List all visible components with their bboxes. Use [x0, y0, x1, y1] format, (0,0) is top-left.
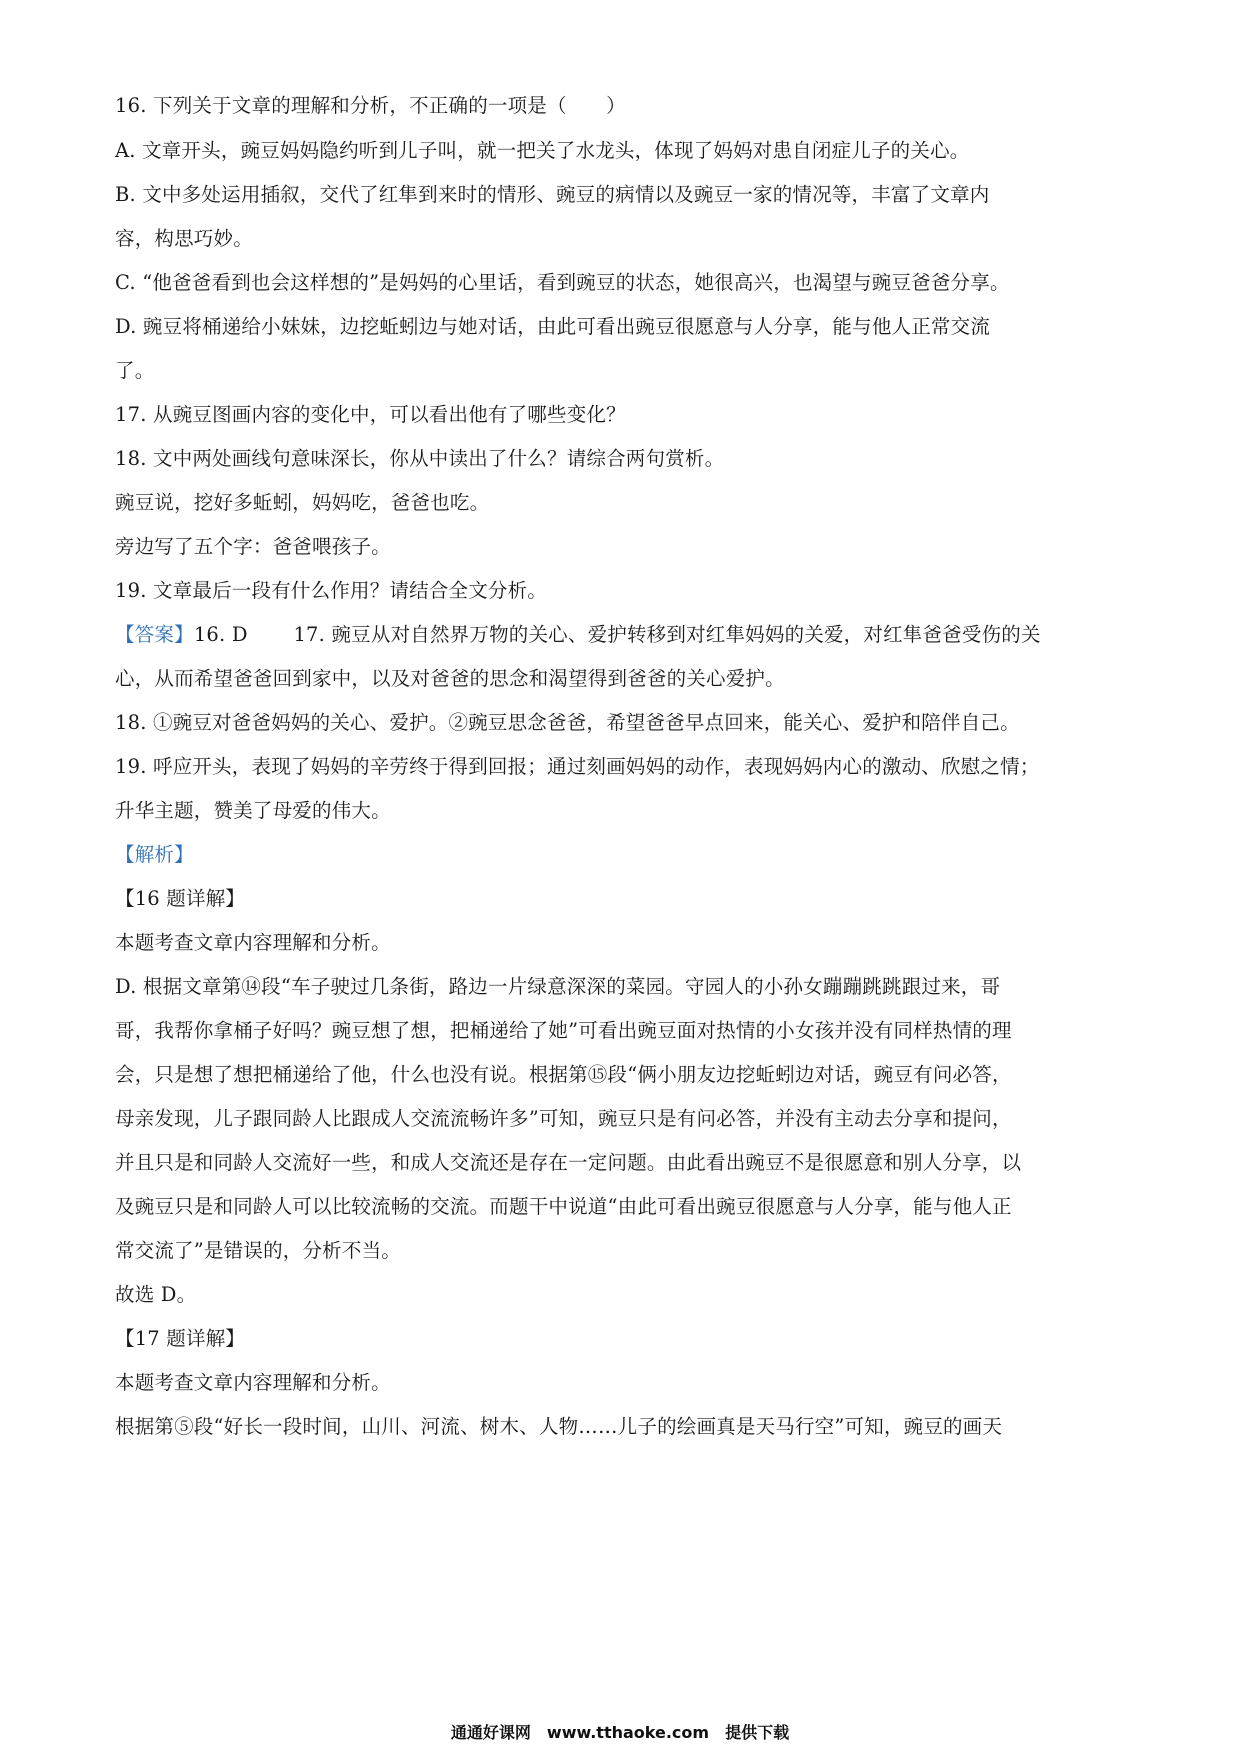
analysis-16-choice: 故选 D。	[115, 1283, 197, 1306]
q18-sentence-1: 豌豆说，挖好多蚯蚓，妈妈吃，爸爸也吃。	[115, 491, 490, 514]
answer-tag: 【答案】	[115, 623, 194, 646]
analysis-17-intro: 本题考查文章内容理解和分析。	[115, 1371, 391, 1394]
analysis-17-heading: 【17 题详解】	[115, 1327, 246, 1350]
q17-stem: 17. 从豌豆图画内容的变化中，可以看出他有了哪些变化？	[115, 403, 626, 426]
answer-16-17: 16. D 17. 豌豆从对自然界万物的关心、爱护转移到对红隼妈妈的关爱，对红隼爸爸受伤的关	[193, 623, 1041, 646]
answer-18: 18. ①豌豆对爸爸妈妈的关心、爱护。②豌豆思念爸爸，希望爸爸早点回来，能关心、爱护和陪伴自己。	[115, 711, 1020, 734]
footer-source: 通通好课网 www.tthaoke.com 提供下载	[450, 1723, 790, 1742]
analysis-tag: 【解析】	[115, 843, 194, 866]
q16-stem: 16. 下列关于文章的理解和分析，不正确的一项是（ ）	[115, 94, 626, 117]
q16-option-b-line2: 容，构思巧妙。	[115, 227, 253, 250]
analysis-16-paragraph-line: 常交流了”是错误的，分析不当。	[115, 1239, 401, 1262]
analysis-16-heading: 【16 题详解】	[115, 887, 246, 910]
answer-line-1	[115, 622, 1041, 648]
q18-stem: 18. 文中两处画线句意味深长，你从中读出了什么？请综合两句赏析。	[115, 447, 725, 470]
analysis-16-paragraph-line: 并且只是和同龄人交流好一些，和成人交流还是存在一定问题。由此看出豌豆不是很愿意和别人分享，以	[115, 1151, 1022, 1174]
answer-17-continued: 心，从而希望爸爸回到家中，以及对爸爸的思念和渴望得到爸爸的关心爱护。	[115, 667, 785, 690]
answer-19-line2: 升华主题，赞美了母爱的伟大。	[115, 799, 391, 822]
analysis-16-paragraph-line: 哥，我帮你拿桶子好吗？豌豆想了想，把桶递给了她”可看出豌豆面对热情的小女孩并没有同样热情的理	[115, 1019, 1012, 1042]
analysis-17-paragraph-line: 根据第⑤段“好长一段时间，山川、河流、树木、人物……儿子的绘画真是天马行空”可知，豌豆的画天	[115, 1415, 1003, 1438]
q18-sentence-2: 旁边写了五个字：爸爸喂孩子。	[115, 535, 391, 558]
q16-option-d-line1: D. 豌豆将桶递给小妹妹，边挖蚯蚓边与她对话，由此可看出豌豆很愿意与人分享，能与他人正常交流	[115, 315, 991, 338]
q16-option-c: C. “他爸爸看到也会这样想的”是妈妈的心里话，看到豌豆的状态，她很高兴，也渴望与豌豆爸爸分享。	[115, 271, 1010, 294]
analysis-16-paragraph-line: 及豌豆只是和同龄人可以比较流畅的交流。而题干中说道“由此可看出豌豆很愿意与人分享，能与他人正	[115, 1195, 1012, 1218]
q16-option-d-line2: 了。	[115, 359, 155, 382]
q16-option-b-line1: B. 文中多处运用插叙，交代了红隼到来时的情形、豌豆的病情以及豌豆一家的情况等，丰富了文章内	[115, 183, 990, 206]
answer-19-line1: 19. 呼应开头，表现了妈妈的辛劳终于得到回报；通过刻画妈妈的动作，表现妈妈内心的激动、欣慰之情；	[115, 755, 1040, 778]
analysis-16-intro: 本题考查文章内容理解和分析。	[115, 931, 391, 954]
q16-option-a: A. 文章开头，豌豆妈妈隐约听到儿子叫，就一把关了水龙头，体现了妈妈对患自闭症儿子的关心。	[115, 139, 970, 162]
analysis-16-paragraph-line: D. 根据文章第⑭段“车子驶过几条街，路边一片绿意深深的菜园。守园人的小孙女蹦蹦跳跳跟过来，哥	[115, 975, 1001, 998]
analysis-16-paragraph-line: 会，只是想了想把桶递给了他，什么也没有说。根据第⑮段“俩小朋友边挖蚯蚓边对话，豌豆有问必答，	[115, 1063, 1012, 1086]
analysis-16-paragraph-line: 母亲发现，儿子跟同龄人比跟成人交流流畅许多”可知，豌豆只是有问必答，并没有主动去分享和提问，	[115, 1107, 1012, 1130]
q19-stem: 19. 文章最后一段有什么作用？请结合全文分析。	[115, 579, 548, 602]
